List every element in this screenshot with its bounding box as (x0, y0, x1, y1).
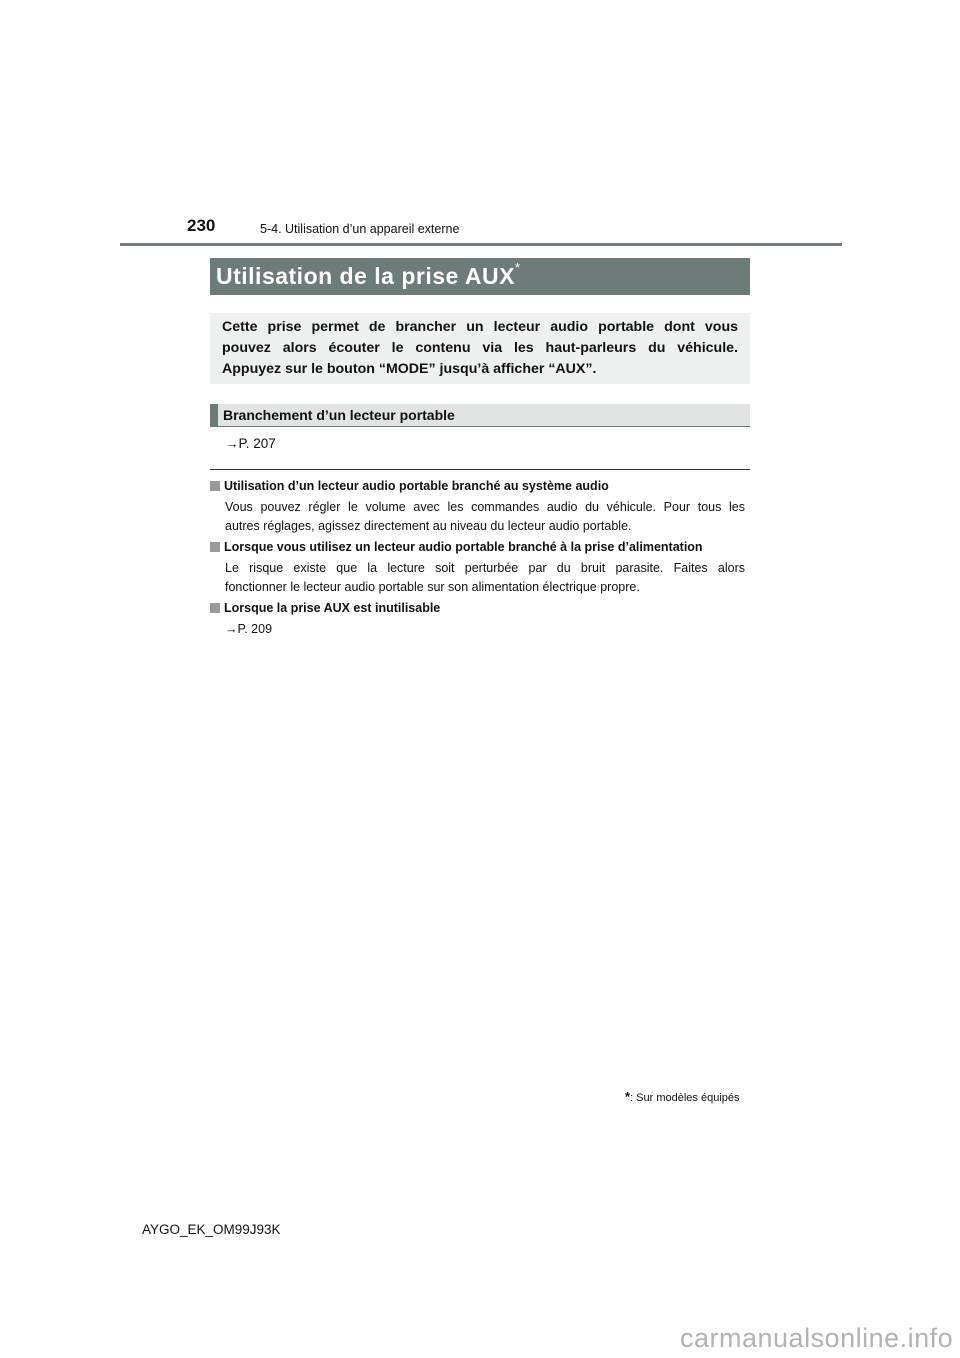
note-heading-text: Lorsque vous utilisez un lecteur audio portable branché à la prise d’alimentation (224, 540, 703, 554)
asterisk-icon: * (625, 1089, 631, 1104)
watermark: carmanualsonline.info (680, 1323, 954, 1353)
note-body (225, 559, 745, 597)
note-line: fonctionner le lecteur audio portable sur son alimentation électrique propre. (225, 580, 640, 594)
note-body (225, 620, 745, 639)
square-bullet-icon (210, 542, 220, 552)
square-bullet-icon (210, 603, 220, 613)
page-title (210, 258, 750, 295)
note-heading (210, 479, 609, 493)
note-heading (210, 540, 703, 554)
subsection-heading: Branchement d’un lecteur portable (210, 404, 750, 427)
title-text: Utilisation de la prise AUX (216, 263, 515, 289)
intro-line: Appuyez sur le bouton “MODE” jusqu’à afficher “AUX”. (222, 361, 597, 377)
document-id: AYGO_EK_OM99J93K (142, 1222, 281, 1237)
intro-box (210, 313, 750, 384)
intro-line: pouvez alors écouter le contenu via les haut-parleurs du véhicule. (222, 340, 738, 356)
page-reference-link[interactable]: →P. 209 (225, 622, 273, 636)
note-line: Vous pouvez régler le volume avec les commandes audio du véhicule. Pour tous les (225, 500, 745, 514)
notes-divider (210, 469, 750, 470)
footnote-text: : Sur modèles équipés (630, 1092, 740, 1104)
section-breadcrumb: 5-4. Utilisation d’un appareil externe (260, 222, 460, 236)
page-number: 230 (187, 216, 216, 235)
note-line: Le risque existe que la lecture soit perturbée par du bruit parasite. Faites alors (225, 561, 745, 575)
intro-line: Cette prise permet de brancher un lecteur audio portable dont vous (222, 319, 738, 335)
note-body (225, 498, 745, 536)
note-heading-text: Utilisation d’un lecteur audio portable branché au système audio (224, 479, 609, 493)
note-heading (210, 601, 440, 615)
equipped-marker: * (514, 260, 521, 275)
square-bullet-icon (210, 481, 220, 491)
header-divider (120, 243, 842, 246)
note-heading-text: Lorsque la prise AUX est inutilisable (224, 601, 441, 615)
footnote (625, 1089, 740, 1104)
note-line: autres réglages, agissez directement au niveau du lecteur audio portable. (225, 519, 632, 533)
page-reference-link[interactable]: →P. 207 (225, 436, 276, 451)
